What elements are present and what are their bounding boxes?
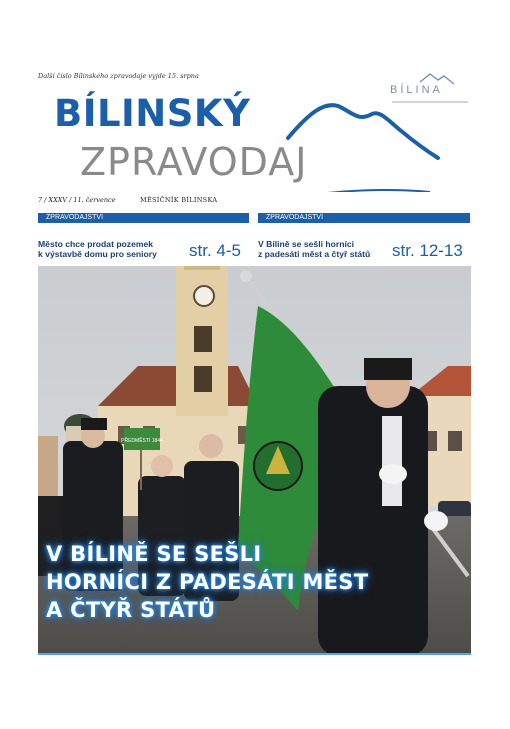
cover-photo-sign: PŘEDMĚSTÍ 1844 <box>121 438 163 444</box>
next-issue-note: Další číslo Bílinského zpravodaje vyjde 15. srpna <box>38 72 199 80</box>
section-label-right: ZPRAVODAJSTVÍ <box>258 213 470 223</box>
masthead-title-line1: BÍLINSKÝ <box>54 92 251 135</box>
teaser-left-pages[interactable]: str. 4-5 <box>189 241 241 260</box>
teaser-right-line1: V Bílině se sešli horníci <box>258 239 354 249</box>
cover-headline-line1: V BÍLINĚ SE SEŠLI <box>46 542 262 566</box>
bilina-logo-text: BÍLINA <box>390 84 443 96</box>
cover-headline-line3: A ČTYŘ STÁTŮ <box>46 598 216 622</box>
cover-headline[interactable] <box>46 540 368 624</box>
issue-info: 7 / XXXV / 11. července <box>38 196 116 204</box>
teaser-left-line2: k výstavbě domu pro seniory <box>38 249 157 259</box>
monthly-label: MĚSÍČNÍK BÍLINSKA <box>140 196 218 204</box>
cover-headline-line2: HORNÍCI Z PADESÁTI MĚST <box>46 570 369 594</box>
teaser-left[interactable] <box>38 239 188 259</box>
teaser-right[interactable] <box>258 239 398 259</box>
teaser-right-line2: z padesáti měst a čtyř států <box>258 249 371 259</box>
teaser-right-pages[interactable]: str. 12-13 <box>392 241 463 260</box>
teaser-left-line1: Město chce prodat pozemek <box>38 239 154 249</box>
section-label-left: ZPRAVODAJSTVÍ <box>38 213 249 223</box>
masthead-title-line2: ZPRAVODAJ <box>80 140 308 184</box>
